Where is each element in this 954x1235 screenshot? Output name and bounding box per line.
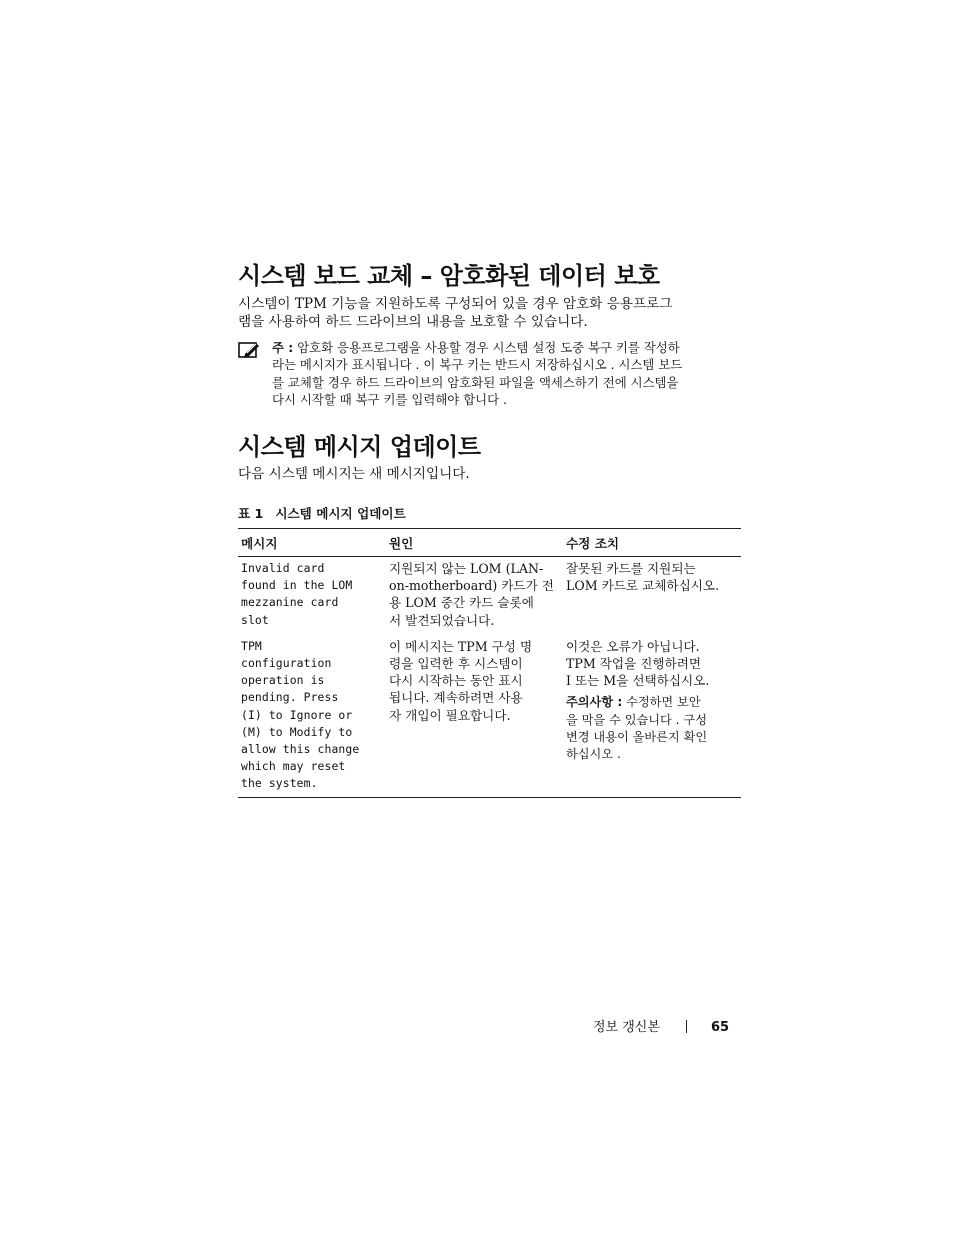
page-number: 65: [710, 1020, 730, 1035]
cell-action: [563, 557, 741, 635]
cell-line: found in the LOM: [241, 578, 353, 593]
cell-line: 이것은 오류가 아닙니다.: [566, 638, 700, 654]
cell-line: TPM 작업을 진행하려면: [566, 656, 702, 672]
table-caption: [238, 503, 406, 522]
cell-line: I 또는 M을 선택하십시오.: [566, 673, 710, 689]
cell-line: slot: [241, 612, 269, 627]
pencil-note-icon: [238, 341, 260, 359]
cell-line: the system.: [241, 776, 318, 791]
section1-paragraph: [238, 295, 741, 331]
caution-block: [566, 694, 738, 763]
cell-message: [238, 557, 386, 635]
table-row: [238, 635, 741, 797]
cell-line: 령을 입력한 후 시스템이: [389, 656, 523, 672]
note-line: 라는 메시지가 표시됩니다 . 이 복구 키는 반드시 저장하십시오 . 시스템 보드: [272, 357, 683, 373]
cell-message: [238, 635, 386, 797]
cell-cause: [386, 557, 563, 635]
cell-line: allow this change: [241, 742, 360, 757]
table-header-row: [238, 529, 741, 557]
note-text: [272, 339, 738, 408]
cell-line: 잘못된 카드를 지원되는: [566, 561, 696, 576]
cell-line: LOM 카드로 교체하십시오.: [566, 578, 720, 594]
footer-separator: [686, 1020, 687, 1033]
note-line: 를 교체할 경우 하드 드라이브의 암호화된 파일을 액세스하기 전에 시스템을: [272, 374, 679, 390]
cell-line: (M) to Modify to: [241, 724, 353, 739]
cell-line: 됩니다. 계속하려면 사용: [389, 690, 523, 706]
header-action: 수정 조치: [563, 529, 741, 557]
note-label: 주 :: [272, 340, 294, 355]
cell-line: configuration: [241, 656, 332, 671]
table-row: [238, 557, 741, 635]
caution-line: 을 막을 수 있습니다 . 구성: [566, 712, 707, 727]
cell-line: TPM: [241, 638, 262, 653]
cell-line: 용 LOM 중간 카드 슬롯에: [389, 595, 534, 611]
cell-line: 자 개입이 필요합니다.: [389, 707, 511, 723]
caution-line: 변경 내용이 올바른지 확인: [566, 729, 708, 744]
page-footer: [593, 1016, 729, 1035]
caution-line: 하십시오 .: [566, 747, 621, 762]
cell-line: on-motherboard) 카드가 전: [389, 578, 554, 594]
note-line: 암호화 응용프로그램을 사용할 경우 시스템 설정 도중 복구 키를 작성하: [293, 340, 680, 355]
cell-line: (I) to Ignore or: [241, 707, 353, 722]
caution-line: 수정하면 보안: [622, 695, 701, 710]
cell-line: 다시 시작하는 동안 표시: [389, 673, 523, 689]
cell-line: 서 발견되었습니다.: [389, 612, 495, 628]
footer-section-name: 정보 갱신본: [593, 1020, 660, 1035]
caution-label: 주의사항 :: [566, 695, 623, 710]
section2-paragraph: 다음 시스템 메시지는 새 메시지입니다.: [238, 466, 470, 482]
section-title-system-messages: 시스템 메시지 업데이트: [238, 433, 481, 461]
system-messages-table: [238, 528, 741, 798]
paragraph-line: 램을 사용하여 하드 드라이브의 내용을 보호할 수 있습니다.: [238, 314, 588, 330]
cell-line: which may reset: [241, 759, 346, 774]
cell-line: 이 메시지는 TPM 구성 명: [389, 638, 533, 654]
note-line: 다시 시작할 때 복구 키를 입력해야 합니다 .: [272, 391, 507, 407]
table-caption-number: 표 1: [238, 506, 264, 521]
cell-line: Invalid card: [241, 561, 325, 575]
header-cause: 원인: [386, 529, 563, 557]
cell-line: pending. Press: [241, 690, 339, 705]
cell-action: [563, 635, 741, 797]
table-caption-title: 시스템 메시지 업데이트: [275, 506, 406, 521]
cell-line: operation is: [241, 673, 325, 688]
cell-cause: [386, 635, 563, 797]
cell-line: mezzanine card: [241, 595, 339, 610]
section-title-system-board: 시스템 보드 교체 – 암호화된 데이터 보호: [238, 262, 660, 290]
paragraph-line: 시스템이 TPM 기능을 지원하도록 구성되어 있을 경우 암호화 응용프로그: [238, 296, 673, 312]
cell-line: 지원되지 않는 LOM (LAN-: [389, 561, 544, 576]
header-message: 메시지: [238, 529, 386, 557]
